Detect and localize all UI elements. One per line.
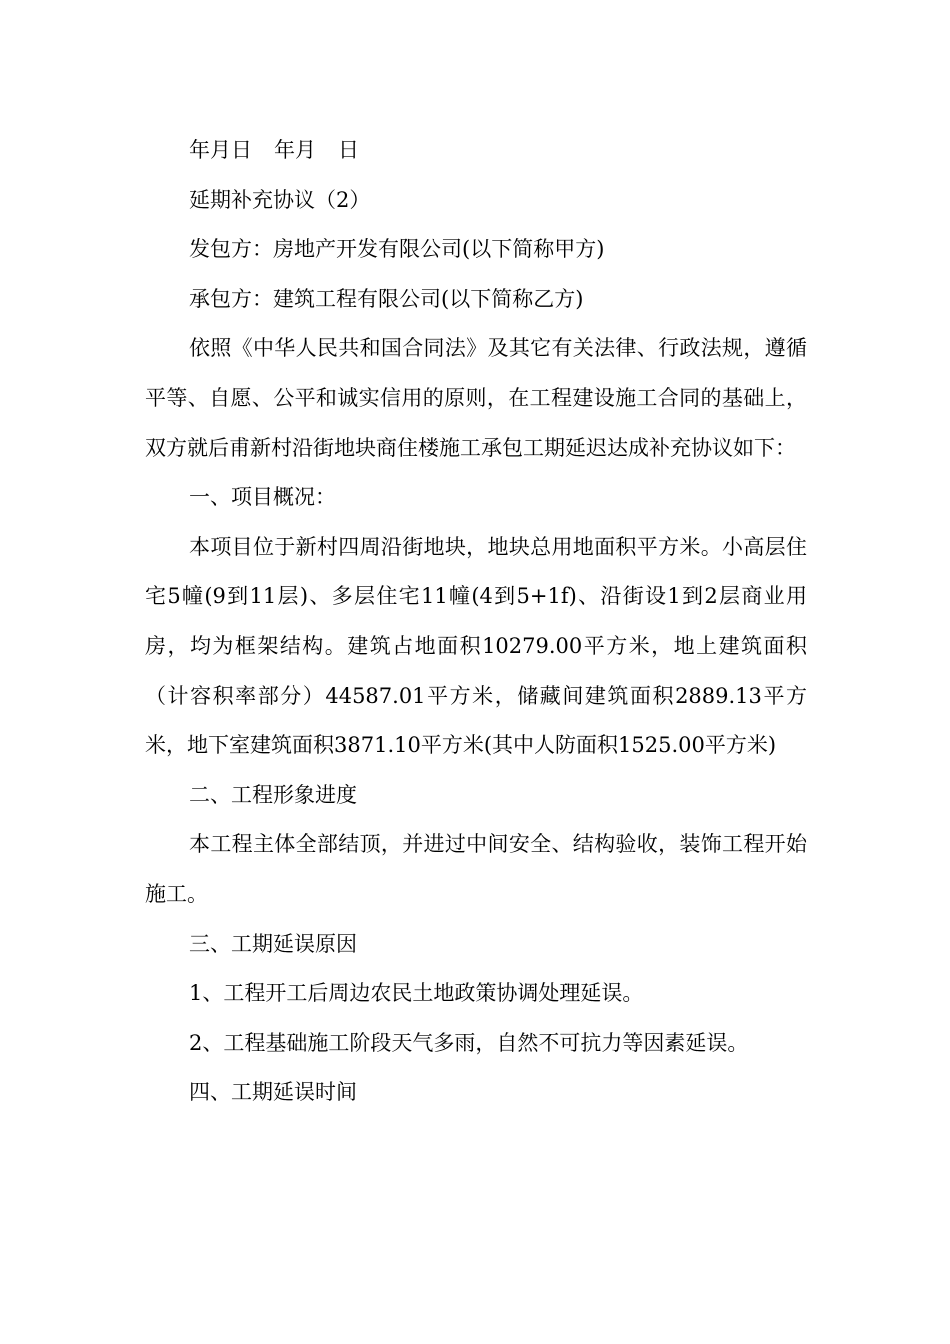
section-4-heading: 四、工期延误时间 bbox=[189, 1080, 357, 1105]
document-title: 延期补充协议（2） bbox=[189, 187, 371, 212]
section-3-item-1: 1、工程开工后周边农民土地政策协调处理延误。 bbox=[189, 981, 644, 1006]
section-3-item-2: 2、工程基础施工阶段天气多雨，自然不可抗力等因素延误。 bbox=[189, 1030, 749, 1055]
date-part-1: 年月日 bbox=[189, 138, 252, 162]
section-1-body: 本项目位于新村四周沿街地块，地块总用地面积平方米。小高层住宅5幢(9到11层)、多层住宅11幢(4到5+1f)、沿街设1到2层商业用房，均为框架结构。建筑占地面积10279.00平方米，地上建筑面积（计容积率部分）44587.01平方米，储藏间建筑面积2889.13平方米，地下室建筑面积3871.10平方米(其中人防面积1525.00平方米) bbox=[145, 534, 807, 758]
section-3-heading: 三、工期延误原因 bbox=[189, 931, 357, 956]
document-page bbox=[145, 126, 807, 1118]
party-b: 承包方：建筑工程有限公司(以下简称乙方) bbox=[189, 286, 584, 311]
section-2-heading: 二、工程形象进度 bbox=[189, 782, 357, 807]
section-2-body: 本工程主体全部结顶，并进过中间安全、结构验收，装饰工程开始施工。 bbox=[145, 832, 807, 906]
party-a: 发包方：房地产开发有限公司(以下简称甲方) bbox=[189, 237, 605, 262]
date-line bbox=[145, 126, 807, 176]
date-part-2: 年月 bbox=[274, 138, 316, 162]
section-1-heading: 一、项目概况： bbox=[189, 485, 336, 510]
intro-paragraph: 依照《中华人民共和国合同法》及其它有关法律、行政法规，遵循平等、自愿、公平和诚实信用的原则，在工程建设施工合同的基础上，双方就后甫新村沿街地块商住楼施工承包工期延迟达成补充协议如下： bbox=[145, 336, 807, 460]
date-part-3: 日 bbox=[338, 138, 359, 162]
